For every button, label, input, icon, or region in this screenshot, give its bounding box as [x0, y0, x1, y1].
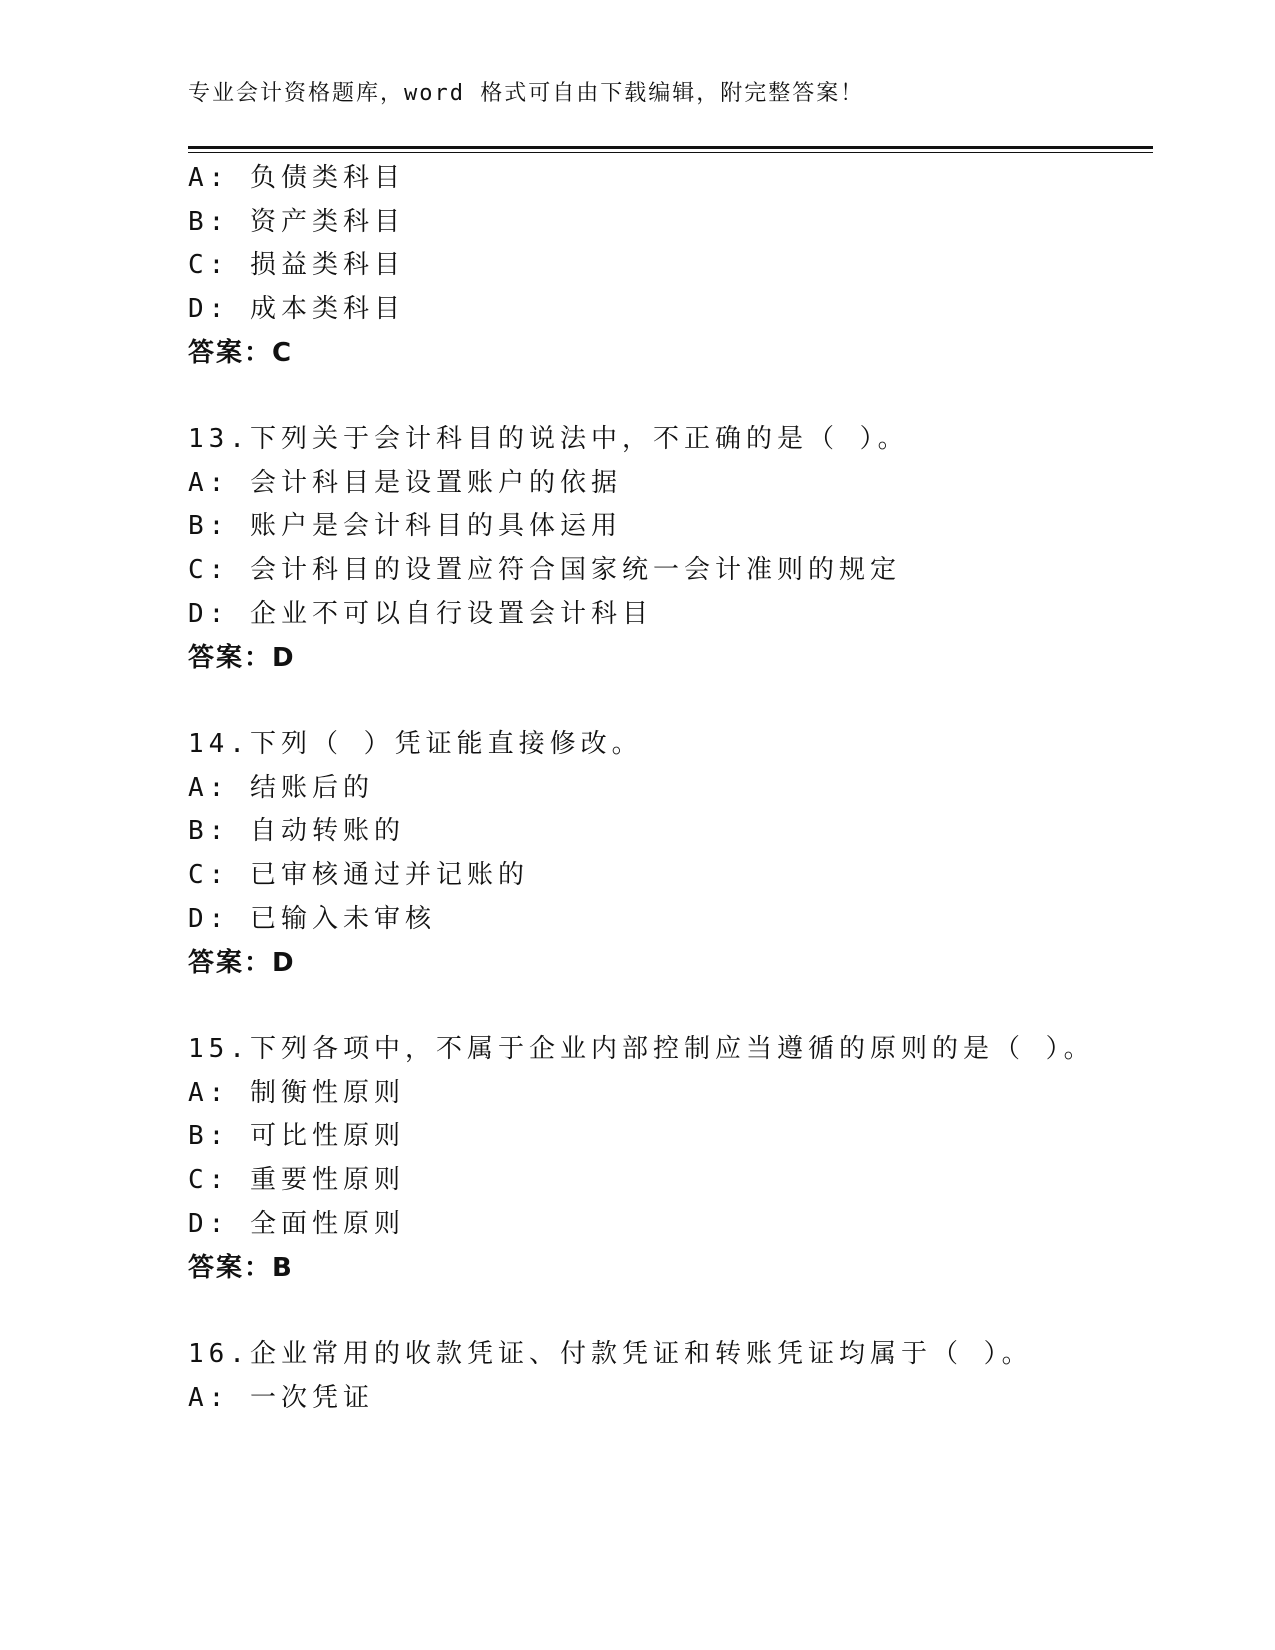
option-d: D: 企业不可以自行设置会计科目: [188, 599, 653, 629]
option-a: A: 会计科目是设置账户的依据: [188, 468, 622, 498]
answer: 答案：C: [188, 338, 294, 368]
option-c: C: 会计科目的设置应符合国家统一会计准则的规定: [188, 555, 901, 585]
option-a: A: 制衡性原则: [188, 1078, 405, 1108]
option-a: A: 一次凭证: [188, 1383, 374, 1413]
option-d: D: 成本类科目: [188, 294, 405, 324]
question-stem: 14.下列（ ）凭证能直接修改。: [188, 729, 643, 759]
header-note: 专业会计资格题库，word 格式可自由下载编辑，附完整答案！: [188, 81, 865, 106]
option-b: B: 资产类科目: [188, 207, 405, 237]
option-b: B: 可比性原则: [188, 1121, 405, 1151]
option-a: A: 结账后的: [188, 773, 374, 803]
header-rule-thick: [188, 146, 1153, 149]
option-b: B: 账户是会计科目的具体运用: [188, 511, 622, 541]
option-d: D: 全面性原则: [188, 1209, 405, 1239]
question-stem: 16.企业常用的收款凭证、付款凭证和转账凭证均属于（ ）。: [188, 1339, 1033, 1369]
option-b: B: 自动转账的: [188, 816, 405, 846]
answer: 答案：D: [188, 643, 296, 673]
option-a: A: 负债类科目: [188, 163, 405, 193]
option-c: C: 重要性原则: [188, 1165, 405, 1195]
header-rule-thin: [188, 152, 1153, 153]
option-c: C: 损益类科目: [188, 250, 405, 280]
answer: 答案：B: [188, 1253, 294, 1283]
question-stem: 13.下列关于会计科目的说法中，不正确的是（ ）。: [188, 424, 909, 454]
question-stem: 15.下列各项中，不属于企业内部控制应当遵循的原则的是（ ）。: [188, 1034, 1095, 1064]
option-d: D: 已输入未审核: [188, 904, 436, 934]
answer: 答案：D: [188, 948, 296, 978]
option-c: C: 已审核通过并记账的: [188, 860, 529, 890]
